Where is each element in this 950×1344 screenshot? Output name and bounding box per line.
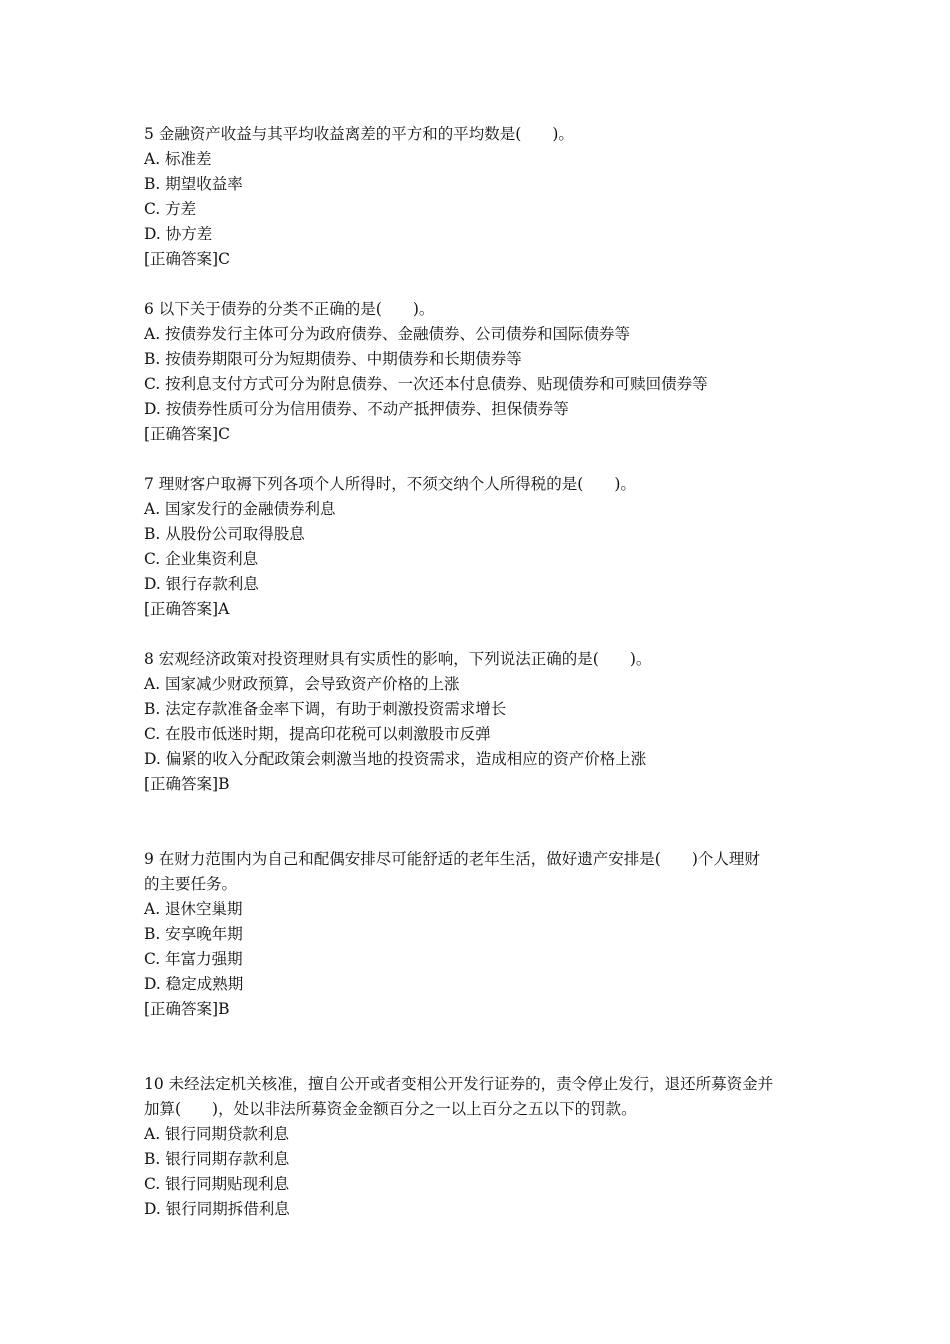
option-b: B. 从股份公司取得股息 bbox=[144, 525, 305, 543]
option-a: A. 标准差 bbox=[144, 150, 212, 168]
option-a: A. 国家发行的金融债券利息 bbox=[144, 500, 336, 518]
option-d: D. 稳定成熟期 bbox=[144, 975, 244, 993]
question-stem: 5 金融资产收益与其平均收益离差的平方和的平均数是( )。 bbox=[144, 125, 574, 143]
option-c: C. 方差 bbox=[144, 200, 197, 218]
spacer bbox=[144, 1022, 824, 1072]
option-a: A. 按债券发行主体可分为政府债券、金融债券、公司债券和国际债券等 bbox=[144, 325, 631, 343]
option-b: B. 银行同期存款利息 bbox=[144, 1150, 290, 1168]
option-a: A. 退休空巢期 bbox=[144, 900, 243, 918]
question-6 bbox=[144, 297, 824, 447]
option-a: A. 国家减少财政预算，会导致资产价格的上涨 bbox=[144, 675, 460, 693]
document-page bbox=[144, 122, 824, 1222]
question-5 bbox=[144, 122, 824, 272]
option-c: C. 按利息支付方式可分为附息债券、一次还本付息债券、贴现债券和可赎回债券等 bbox=[144, 375, 708, 393]
question-8 bbox=[144, 647, 824, 797]
option-a: A. 银行同期贷款利息 bbox=[144, 1125, 290, 1143]
option-b: B. 期望收益率 bbox=[144, 175, 243, 193]
option-d: D. 协方差 bbox=[144, 225, 213, 243]
correct-answer: [正确答案]C bbox=[144, 425, 230, 443]
option-d: D. 偏紧的收入分配政策会刺激当地的投资需求，造成相应的资产价格上涨 bbox=[144, 750, 647, 768]
option-b: B. 法定存款准备金率下调，有助于刺激投资需求增长 bbox=[144, 700, 507, 718]
question-stem-continued: 加算( )，处以非法所募资金金额百分之一以上百分之五以下的罚款。 bbox=[144, 1100, 637, 1118]
option-d: D. 银行同期拆借利息 bbox=[144, 1200, 290, 1218]
option-c: C. 在股市低迷时期，提高印花税可以刺激股市反弹 bbox=[144, 725, 491, 743]
option-c: C. 银行同期贴现利息 bbox=[144, 1175, 290, 1193]
question-stem: 8 宏观经济政策对投资理财具有实质性的影响，下列说法正确的是( )。 bbox=[144, 650, 652, 668]
spacer bbox=[144, 447, 824, 472]
correct-answer: [正确答案]B bbox=[144, 1000, 230, 1018]
question-stem-continued: 的主要任务。 bbox=[144, 875, 238, 893]
option-b: B. 安享晚年期 bbox=[144, 925, 243, 943]
question-stem: 6 以下关于债券的分类不正确的是( )。 bbox=[144, 300, 435, 318]
question-stem: 9 在财力范围内为自己和配偶安排尽可能舒适的老年生活，做好遗产安排是( )个人理财 bbox=[144, 850, 760, 868]
option-c: C. 企业集资利息 bbox=[144, 550, 259, 568]
question-stem: 10 未经法定机关核准，擅自公开或者变相公开发行证券的，责令停止发行，退还所募资金并 bbox=[144, 1075, 774, 1093]
question-10 bbox=[144, 1072, 824, 1222]
spacer bbox=[144, 797, 824, 847]
option-b: B. 按债券期限可分为短期债券、中期债券和长期债券等 bbox=[144, 350, 522, 368]
question-stem: 7 理财客户取褥下列各项个人所得时，不须交纳个人所得税的是( )。 bbox=[144, 475, 636, 493]
spacer bbox=[144, 272, 824, 297]
option-d: D. 银行存款利息 bbox=[144, 575, 259, 593]
option-c: C. 年富力强期 bbox=[144, 950, 243, 968]
correct-answer: [正确答案]C bbox=[144, 250, 230, 268]
option-d: D. 按债券性质可分为信用债券、不动产抵押债券、担保债券等 bbox=[144, 400, 569, 418]
question-7 bbox=[144, 472, 824, 622]
correct-answer: [正确答案]B bbox=[144, 775, 230, 793]
question-9 bbox=[144, 847, 824, 1022]
spacer bbox=[144, 622, 824, 647]
correct-answer: [正确答案]A bbox=[144, 600, 230, 618]
